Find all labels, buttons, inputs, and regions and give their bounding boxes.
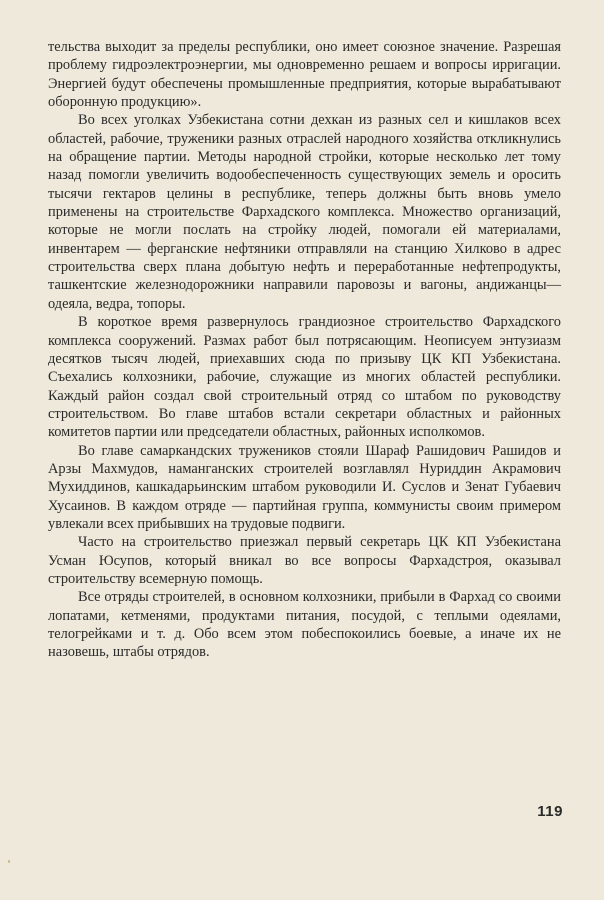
- body-text: [48, 38, 561, 662]
- paragraph-5: Часто на строительство приезжал первый секретарь ЦК КП Узбекистана Усман Юсупов, который вникал во все вопросы Фархадстроя, оказывал строительству всемерную помощь.: [48, 534, 561, 587]
- paragraph-4: Во главе самаркандских тружеников стояли Шараф Рашидович Рашидов и Арзы Махмудов, наманганских строителей возглавлял Нуриддин Акрамович Мухиддинов, кашкадарьинским штабом руководили И. Суслов и Зенат Губаевич Хусаинов. В каждом отряде — партийная группа, коммунисты своим примером увлекали всех прибывших на трудовые подвиги.: [48, 442, 561, 532]
- paragraph-6: Все отряды строителей, в основном колхозники, прибыли в Фархад со своими лопатами, кетменями, продуктами питания, посудой, с теплыми одеялами, телогрейками и т. д. Обо всем этом побеспокоились боевые, а иначе их не назовешь, штабы отрядов.: [48, 589, 561, 661]
- paragraph-1: тельства выходит за пределы республики, оно имеет союзное значение. Разрешая проблему гидроэлектроэнергии, мы одновременно решаем и вопросы ирригации. Энергией будут обеспечены промышленные предприятия, которые вырабатывают оборонную продукцию».: [48, 39, 561, 111]
- page-number: 119: [537, 803, 563, 820]
- paragraph-3: В короткое время развернулось грандиозное строительство Фархадского комплекса сооружений. Размах работ был потрясающим. Неописуем энтузиазм десятков тысяч людей, приехавших сюда по призыву ЦК КП Узбекистана. Съехались колхозники, рабочие, служащие из многих областей республики. Каждый район создал свой строительный отряд со штабом по руководству строительством. Во главе штабов встали секретари областных и районных комитетов партии или председатели областных, районных исполкомов.: [48, 314, 561, 441]
- paper-speck: [8, 860, 10, 863]
- paragraph-2: Во всех уголках Узбекистана сотни дехкан из разных сел и кишлаков всех областей, рабочие, труженики разных отраслей народного хозяйства откликнулись на обращение партии. Методы народной стройки, которые несколько лет тому назад помогли увеличить водообеспеченность существующих земель и оросить тысячи гектаров целины в республике, теперь должны быть вновь умело применены на строительстве Фархадского комплекса. Множество организаций, которые не могли послать на стройку людей, помогали ей материалами, инвентарем — ферганские нефтяники отправляли на станцию Хилково в адрес строительства сверх плана добытую нефть и переработанные нефтепродукты, ташкентские железнодорожники направили паровозы и вагоны, андижанцы—одеяла, ведра, топоры.: [48, 112, 561, 312]
